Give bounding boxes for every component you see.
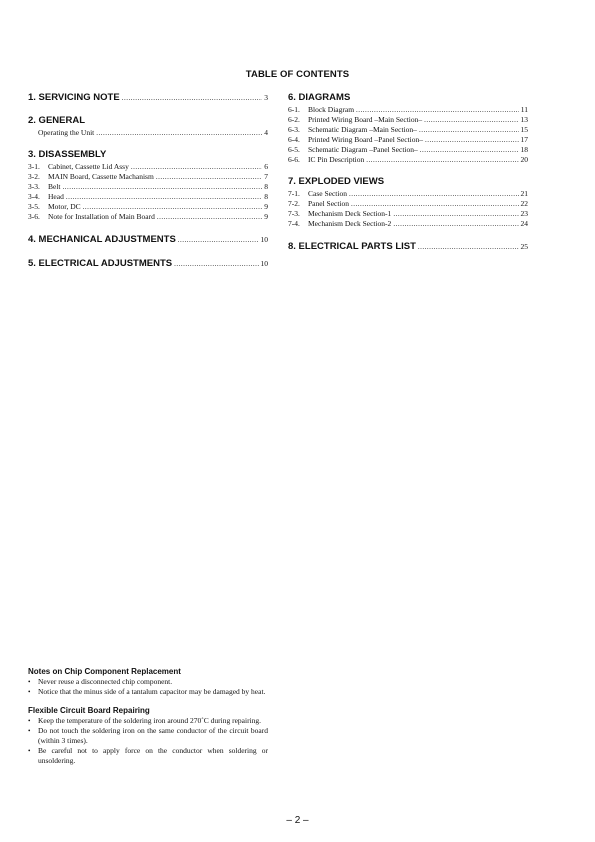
toc-entry[interactable]	[288, 189, 528, 199]
toc-entry-number: 6-6.	[288, 155, 300, 164]
toc-entry[interactable]	[288, 209, 528, 219]
toc-section	[28, 258, 268, 270]
toc-entry-number: 7-2.	[288, 199, 300, 208]
toc-entry-number: 7-3.	[288, 209, 300, 218]
toc-page-number: 13	[520, 115, 528, 124]
dot-leader	[63, 182, 263, 192]
dot-leader	[418, 241, 519, 253]
toc-section	[28, 92, 268, 104]
toc-section-title: 5. ELECTRICAL ADJUSTMENTS	[28, 258, 173, 269]
toc-page-number: 11	[520, 105, 528, 114]
toc-section-heading[interactable]	[28, 115, 268, 127]
page-title: TABLE OF CONTENTS	[245, 69, 350, 80]
toc-entry-title: MAIN Board, Cassette Machanism	[48, 172, 154, 181]
toc-entry[interactable]	[28, 182, 268, 192]
dot-leader	[131, 162, 262, 172]
dot-leader	[393, 209, 518, 219]
toc-item-list	[288, 189, 528, 229]
toc-entry[interactable]	[288, 145, 528, 155]
chip-note-item: • Never reuse a disconnected chip component.	[28, 677, 173, 686]
dot-leader	[178, 234, 259, 246]
toc-entry-title: Schematic Diagram –Main Section–	[308, 125, 417, 134]
toc-section-heading[interactable]	[28, 92, 268, 104]
toc-page-number: 8	[264, 192, 268, 201]
toc-entry[interactable]	[288, 155, 528, 165]
chip-notes-list	[28, 677, 268, 697]
bullet-icon: •	[28, 717, 31, 725]
toc-entry[interactable]	[288, 135, 528, 145]
toc-entry-title: Printed Wiring Board –Panel Section–	[308, 135, 423, 144]
toc-page-number: 15	[520, 125, 528, 134]
toc-entry-number: 6-1.	[288, 105, 300, 114]
toc-entry-title: Note for Installation of Main Board	[48, 212, 155, 221]
toc-section-heading[interactable]	[288, 92, 528, 104]
toc-page-number: 25	[520, 242, 528, 251]
dot-leader	[96, 128, 262, 138]
toc-entry-number: 6-2.	[288, 115, 300, 124]
bullet-icon: •	[28, 688, 31, 696]
toc-page-number: 22	[520, 199, 528, 208]
toc-page-number: 9	[264, 212, 268, 221]
toc-entry[interactable]	[28, 172, 268, 182]
toc-section	[28, 115, 268, 138]
dot-leader	[156, 172, 262, 182]
toc-entry-number: 3-6.	[28, 212, 40, 221]
toc-entry-number: 6-4.	[288, 135, 300, 144]
dot-leader	[157, 212, 262, 222]
toc-page-number: 24	[520, 219, 528, 228]
toc-entry-title: Operating the Unit	[38, 128, 95, 137]
toc-entry-title: Printed Wiring Board –Main Section–	[308, 115, 423, 124]
dot-leader	[393, 219, 518, 229]
dot-leader	[83, 202, 263, 212]
toc-page-number: 3	[264, 93, 268, 102]
toc-column-right	[288, 92, 528, 253]
dot-leader	[349, 189, 519, 199]
dot-leader	[174, 258, 258, 270]
toc-entry-number: 7-4.	[288, 219, 300, 228]
toc-section-heading[interactable]	[288, 241, 528, 253]
toc-entry[interactable]	[288, 199, 528, 209]
toc-section-title: 8. ELECTRICAL PARTS LIST	[288, 241, 416, 252]
flex-notes-list	[28, 716, 268, 766]
dot-leader	[351, 199, 518, 209]
toc-page-number: 23	[520, 209, 528, 218]
toc-page-number: 8	[264, 182, 268, 191]
toc-section	[288, 241, 528, 253]
bullet-icon: •	[28, 747, 31, 755]
toc-page-number: 4	[264, 128, 268, 137]
dot-leader	[366, 155, 518, 165]
toc-entry-title: Mechanism Deck Section-2	[308, 219, 392, 228]
toc-entry[interactable]	[28, 128, 268, 138]
toc-item-list	[28, 128, 268, 138]
toc-item-list	[28, 162, 268, 222]
toc-entry-title: Panel Section	[308, 199, 350, 208]
toc-section-title: 1. SERVICING NOTE	[28, 92, 120, 103]
toc-page-number: 6	[264, 162, 268, 171]
toc-page-number: 9	[264, 202, 268, 211]
toc-entry-number: 3-2.	[28, 172, 40, 181]
toc-page-number: 20	[520, 155, 528, 164]
toc-entry-title: Case Section	[308, 189, 347, 198]
dot-leader	[122, 92, 263, 104]
toc-entry-title: Motor, DC	[48, 202, 81, 211]
flex-note-item: • Do not touch the soldering iron on the same conductor of the circuit board (within 3 times).	[28, 726, 268, 745]
page-number: – 2 –	[286, 815, 309, 826]
dot-leader	[420, 145, 519, 155]
toc-section-title: 3. DISASSEMBLY	[28, 149, 107, 160]
toc-entry-title: IC Pin Description	[308, 155, 365, 164]
toc-entry-number: 3-4.	[28, 192, 40, 201]
toc-entry-number: 3-3.	[28, 182, 40, 191]
toc-page-number: 21	[520, 189, 528, 198]
toc-entry[interactable]	[28, 202, 268, 212]
toc-entry-title: Mechanism Deck Section-1	[308, 209, 392, 218]
dot-leader	[356, 105, 519, 115]
bullet-icon: •	[28, 727, 31, 735]
toc-page-number: 10	[260, 235, 268, 244]
toc-entry[interactable]	[288, 105, 528, 115]
toc-entry[interactable]	[288, 125, 528, 135]
dot-leader	[425, 135, 519, 145]
toc-section	[28, 149, 268, 222]
toc-section-heading[interactable]	[288, 176, 528, 188]
toc-entry-title: Schematic Diagram –Panel Section–	[308, 145, 418, 154]
chip-note-item: • Notice that the minus side of a tantalum capacitor may be damaged by heat.	[28, 687, 266, 696]
toc-entry[interactable]	[288, 219, 528, 229]
toc-page-number: 18	[520, 145, 528, 154]
chip-notes-heading: Notes on Chip Component Replacement	[28, 667, 181, 676]
toc-section-title: 7. EXPLODED VIEWS	[288, 176, 385, 187]
toc-section-title: 4. MECHANICAL ADJUSTMENTS	[28, 234, 176, 245]
toc-column-left	[28, 92, 268, 270]
toc-section-title: 6. DIAGRAMS	[288, 92, 351, 103]
toc-section	[288, 92, 528, 165]
toc-entry[interactable]	[28, 162, 268, 172]
toc-page-number: 10	[260, 259, 268, 268]
toc-entry[interactable]	[288, 115, 528, 125]
toc-entry-title: Block Diagram	[308, 105, 355, 114]
toc-section-heading[interactable]	[28, 234, 268, 246]
toc-entry-number: 6-5.	[288, 145, 300, 154]
toc-entry-number: 7-1.	[288, 189, 300, 198]
toc-entry-title: Cabinet, Cassette Lid Assy	[48, 162, 129, 171]
toc-entry-title: Head	[48, 192, 64, 201]
dot-leader	[424, 115, 518, 125]
toc-entry[interactable]	[28, 192, 268, 202]
dot-leader	[66, 192, 262, 202]
toc-section-title: 2. GENERAL	[28, 115, 86, 126]
dot-leader	[419, 125, 519, 135]
toc-page-number: 17	[520, 135, 528, 144]
notes-block	[28, 666, 268, 766]
toc-entry-number: 6-3.	[288, 125, 300, 134]
toc-entry-title: Belt	[48, 182, 61, 191]
flex-notes-heading: Flexible Circuit Board Repairing	[28, 706, 150, 715]
toc-section-heading[interactable]	[28, 149, 268, 161]
toc-section	[288, 176, 528, 229]
toc-section	[28, 234, 268, 246]
bullet-icon: •	[28, 678, 31, 686]
flex-note-item: • Be careful not to apply force on the conductor when soldering or unsoldering.	[28, 746, 268, 765]
toc-entry-number: 3-5.	[28, 202, 40, 211]
flex-note-item: • Keep the temperature of the soldering iron around 270˚C during repairing.	[28, 716, 262, 725]
toc-entry-number: 3-1.	[28, 162, 40, 171]
toc-section-heading[interactable]	[28, 258, 268, 270]
toc-item-list	[288, 105, 528, 165]
toc-page-number: 7	[264, 172, 268, 181]
toc-entry[interactable]	[28, 212, 268, 222]
